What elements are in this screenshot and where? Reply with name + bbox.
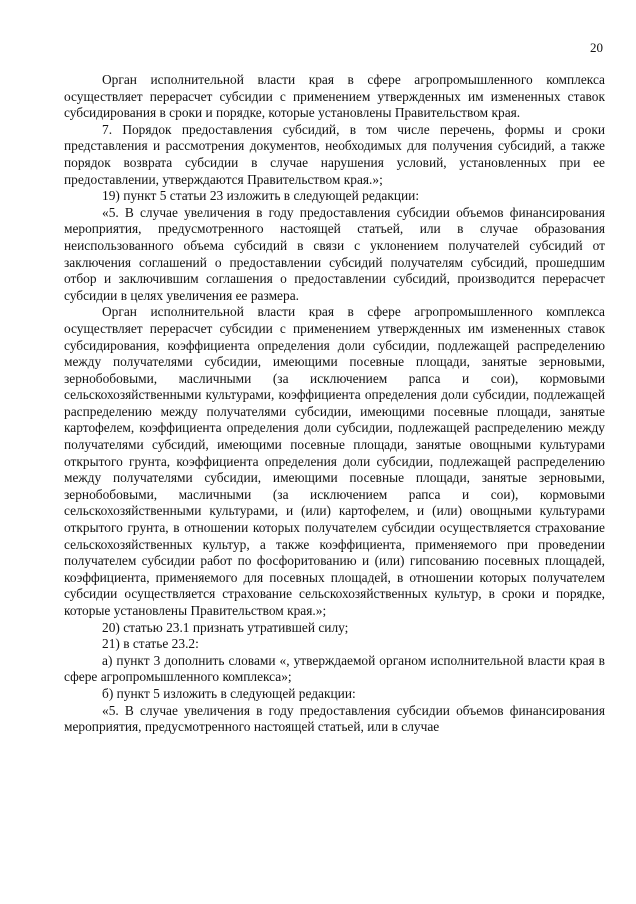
- document-body: [64, 72, 605, 736]
- paragraph: Орган исполнительной власти края в сфере агропромышленного комплекса осуществляет перерасчет субсидии с применением утвержденных им измененных ставок субсидирования, коэффициента определения доли субсидии, подлежащей распределению между получателями субсидии, имеющими посевные площади, занятые зерновыми, зернобобовыми, масличными (за исключением рапса и сои), кормовыми сельскохозяйственными культурами, коэффициента определения доли субсидии, подлежащей распределению между получателями субсидии, имеющими посевные площади, занятые картофелем, коэффициента определения доли субсидии, подлежащей распределению между получателями субсидий, имеющими посевные площади, занятые овощными культурами открытого грунта, коэффициента определения доли субсидии, подлежащей распределению между получателями субсидии, имеющими посевные площади, занятые зерновыми, зернобобовыми, масличными (за исключением рапса и сои), кормовыми сельскохозяйственными культурами, и (или) картофелем, и (или) овощными культурами открытого грунта, в отношении которых получателем субсидии осуществляется страхование сельскохозяйственных культур, а также коэффициента, применяемого при проведении получателем субсидии работ по фосфоритованию и (или) гипсованию посевных площадей, коэффициента, применяемого для посевных площадей, в отношении которых получателем субсидии осуществляется страхование сельскохозяйственных культур, в сроки и порядке, которые установлены Правительством края.»;: [64, 304, 605, 618]
- paragraph: 19) пункт 5 статьи 23 изложить в следующей редакции:: [102, 188, 420, 204]
- paragraph: 21) в статье 23.2:: [102, 636, 199, 652]
- paragraph: 7. Порядок предоставления субсидий, в том числе перечень, формы и сроки представления и рассмотрения документов, необходимых для получения субсидий, а также порядок возврата субсидии в случае нарушения условий, установленных при ее предоставлении, утверждаются Правительством края.»;: [64, 121, 605, 187]
- paragraph: а) пункт 3 дополнить словами «, утверждаемой органом исполнительной власти края в сфере агропромышленного комплекса»;: [64, 652, 605, 685]
- paragraph: «5. В случае увеличения в году предоставления субсидии объемов финансирования мероприятия, предусмотренного настоящей статьей, или в случае образования неиспользованного объема субсидий в связи с уклонением получателей субсидий от заключения соглашений о предоставлении субсидий получателям субсидий, прошедшим отбор и заключившим соглашения о предоставлении субсидий, производится перерасчет субсидии в целях увеличения ее размера.: [64, 204, 605, 303]
- paragraph: б) пункт 5 изложить в следующей редакции:: [102, 685, 356, 701]
- page-number: 20: [590, 40, 603, 55]
- paragraph: «5. В случае увеличения в году предоставления субсидии объемов финансирования мероприятия, предусмотренного настоящей статьей, или в случае: [64, 702, 605, 735]
- paragraph: 20) статью 23.1 признать утратившей силу;: [102, 619, 349, 635]
- paragraph: Орган исполнительной власти края в сфере агропромышленного комплекса осуществляет перерасчет субсидии с применением утвержденных им измененных ставок субсидирования в сроки и порядке, которые установлены Правительством края.: [64, 72, 605, 121]
